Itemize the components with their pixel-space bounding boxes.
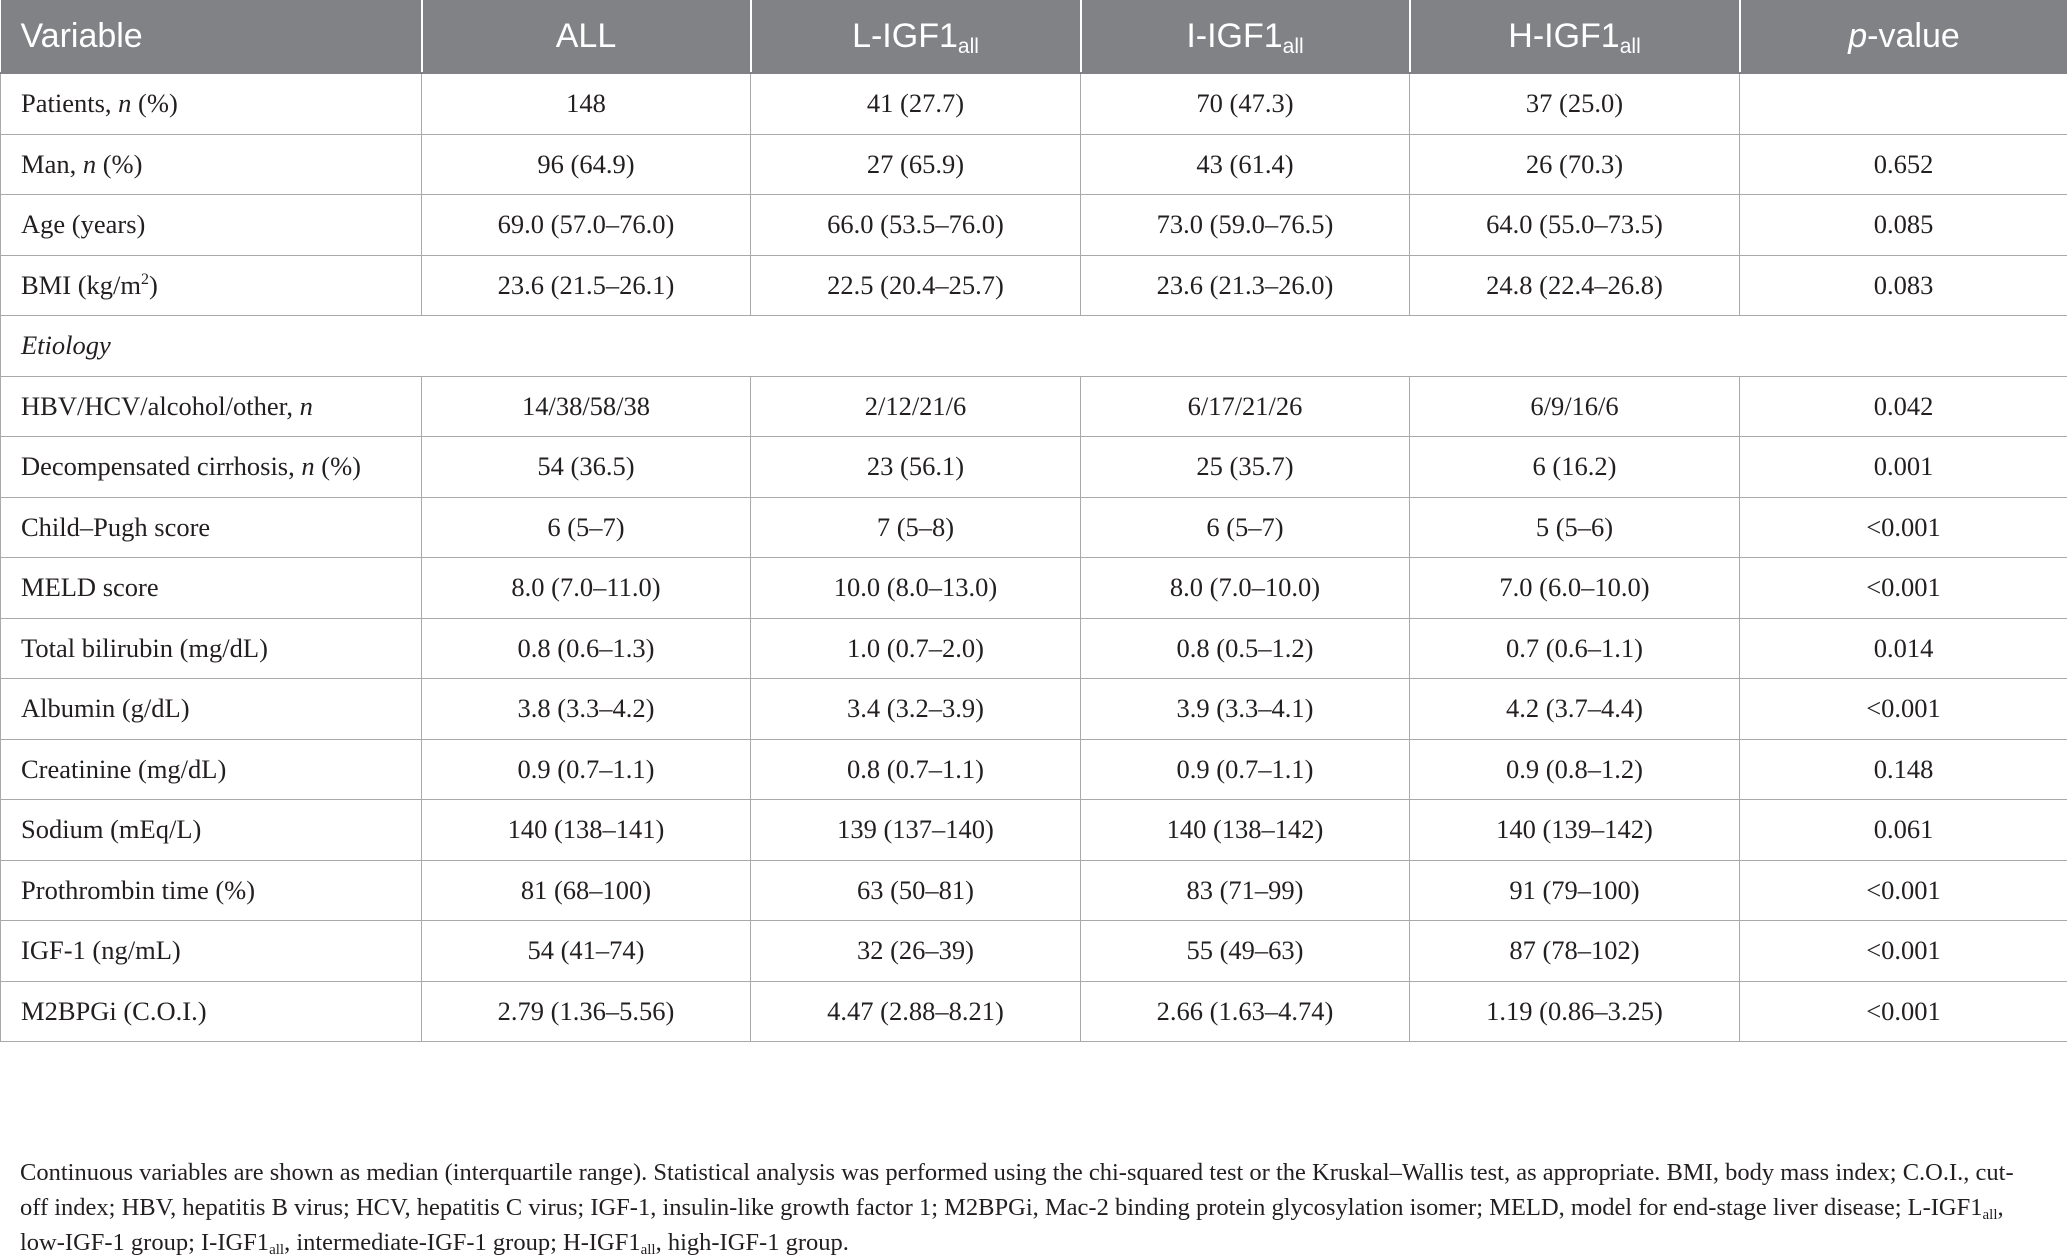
row-label: Creatinine (mg/dL) (1, 739, 422, 800)
table-cell: 8.0 (7.0–10.0) (1081, 558, 1410, 619)
table-cell: 54 (41–74) (422, 921, 751, 982)
table-cell: <0.001 (1740, 981, 2067, 1042)
table-cell: 1.0 (0.7–2.0) (751, 618, 1081, 679)
table-cell: 2/12/21/6 (751, 376, 1081, 437)
table-cell: 0.085 (1740, 195, 2067, 256)
table-cell: 0.8 (0.5–1.2) (1081, 618, 1410, 679)
table-cell: 140 (139–142) (1410, 800, 1740, 861)
table-row (1, 800, 2067, 861)
table-cell: 6 (16.2) (1410, 437, 1740, 498)
table-cell: <0.001 (1740, 860, 2067, 921)
row-label: Age (years) (1, 195, 422, 256)
table-cell: 0.9 (0.7–1.1) (422, 739, 751, 800)
table-cell: 0.652 (1740, 134, 2067, 195)
table-row (1, 860, 2067, 921)
table-row (1, 316, 2067, 377)
table-cell: 22.5 (20.4–25.7) (751, 255, 1081, 316)
table-cell: 7 (5–8) (751, 497, 1081, 558)
table-row (1, 981, 2067, 1042)
table-body (1, 73, 2067, 1042)
table-header-row (1, 0, 2067, 73)
table-cell: 96 (64.9) (422, 134, 751, 195)
table-cell: 4.2 (3.7–4.4) (1410, 679, 1740, 740)
row-label: Albumin (g/dL) (1, 679, 422, 740)
table-cell: 0.8 (0.7–1.1) (751, 739, 1081, 800)
row-label: Man, n (%) (1, 134, 422, 195)
table-cell: 6 (5–7) (1081, 497, 1410, 558)
table-cell: 148 (422, 73, 751, 134)
row-label: Patients, n (%) (1, 73, 422, 134)
table-cell: 69.0 (57.0–76.0) (422, 195, 751, 256)
table-cell: 70 (47.3) (1081, 73, 1410, 134)
table-cell: 0.061 (1740, 800, 2067, 861)
table-cell: 0.083 (1740, 255, 2067, 316)
table-cell: 6/17/21/26 (1081, 376, 1410, 437)
header-i-igf1: $I-IGF1_{all}$ (1081, 0, 1410, 73)
table-cell: 139 (137–140) (751, 800, 1081, 861)
table-footnote: Continuous variables are shown as median (interquartile range). Statistical analysis was performed using the chi-squared test or the Kruskal–Wallis test, as appropriate. BMI, body mass index; C.O.I., cut-off index; HBV, hepatitis B virus; HCV, hepatitis C virus; IGF-1, insulin-like growth factor 1; M2BPGi, Mac-2 binding protein glycosylation isomer; MELD, model for end-stage liver disease; $L-IGF1_{all}$, low-IGF-1 group; $I-IGF1_{all}$, intermediate-IGF-1 group; $H-IGF1_{all}$, high-IGF-1 group. (20, 1155, 2030, 1260)
row-label: Decompensated cirrhosis, n (%) (1, 437, 422, 498)
table-cell (1740, 73, 2067, 134)
table-cell: 1.19 (0.86–3.25) (1410, 981, 1740, 1042)
table-cell: 83 (71–99) (1081, 860, 1410, 921)
table-cell: <0.001 (1740, 921, 2067, 982)
table-row (1, 679, 2067, 740)
table-cell: 0.001 (1740, 437, 2067, 498)
table-row (1, 558, 2067, 619)
table-cell: 3.9 (3.3–4.1) (1081, 679, 1410, 740)
table-cell: <0.001 (1740, 679, 2067, 740)
table-cell: 63 (50–81) (751, 860, 1081, 921)
row-label: Prothrombin time (%) (1, 860, 422, 921)
row-label: Child–Pugh score (1, 497, 422, 558)
row-label: M2BPGi (C.O.I.) (1, 981, 422, 1042)
header-variable: Variable (1, 0, 422, 73)
row-label: HBV/HCV/alcohol/other, n (1, 376, 422, 437)
table-cell: 140 (138–141) (422, 800, 751, 861)
table-row (1, 255, 2067, 316)
table-cell: 43 (61.4) (1081, 134, 1410, 195)
table-cell: 0.9 (0.8–1.2) (1410, 739, 1740, 800)
table-cell: 0.9 (0.7–1.1) (1081, 739, 1410, 800)
table-cell: <0.001 (1740, 558, 2067, 619)
table-cell: 32 (26–39) (751, 921, 1081, 982)
table-cell: 91 (79–100) (1410, 860, 1740, 921)
table-cell: 0.7 (0.6–1.1) (1410, 618, 1740, 679)
table-cell: 6 (5–7) (422, 497, 751, 558)
row-label: MELD score (1, 558, 422, 619)
table-cell: 2.66 (1.63–4.74) (1081, 981, 1410, 1042)
table-cell: 23.6 (21.3–26.0) (1081, 255, 1410, 316)
table-cell: 8.0 (7.0–11.0) (422, 558, 751, 619)
table-cell: 6/9/16/6 (1410, 376, 1740, 437)
table-cell: 27 (65.9) (751, 134, 1081, 195)
table-cell: 73.0 (59.0–76.5) (1081, 195, 1410, 256)
table-cell: 3.4 (3.2–3.9) (751, 679, 1081, 740)
table-cell: 140 (138–142) (1081, 800, 1410, 861)
table-row (1, 195, 2067, 256)
header-all: ALL (422, 0, 751, 73)
table-cell: 54 (36.5) (422, 437, 751, 498)
table-cell: 25 (35.7) (1081, 437, 1410, 498)
table-cell: 3.8 (3.3–4.2) (422, 679, 751, 740)
table-row (1, 921, 2067, 982)
table-row (1, 739, 2067, 800)
table-row (1, 618, 2067, 679)
table-cell: 37 (25.0) (1410, 73, 1740, 134)
table-cell: 7.0 (6.0–10.0) (1410, 558, 1740, 619)
table-cell: 0.8 (0.6–1.3) (422, 618, 751, 679)
table-row (1, 73, 2067, 134)
table-cell: 5 (5–6) (1410, 497, 1740, 558)
row-label: Total bilirubin (mg/dL) (1, 618, 422, 679)
table-cell: 0.014 (1740, 618, 2067, 679)
section-label: Etiology (1, 316, 2067, 377)
table-row (1, 437, 2067, 498)
table-cell: 24.8 (22.4–26.8) (1410, 255, 1740, 316)
table-cell: 4.47 (2.88–8.21) (751, 981, 1081, 1042)
header-h-igf1: $H-IGF1_{all}$ (1410, 0, 1740, 73)
table-row (1, 376, 2067, 437)
header-l-igf1: $L-IGF1_{all}$ (751, 0, 1081, 73)
table-cell: 55 (49–63) (1081, 921, 1410, 982)
row-label: IGF-1 (ng/mL) (1, 921, 422, 982)
table-cell: 64.0 (55.0–73.5) (1410, 195, 1740, 256)
table-cell: 41 (27.7) (751, 73, 1081, 134)
table-row (1, 134, 2067, 195)
header-p-value: p-value (1740, 0, 2067, 73)
table-cell: 0.042 (1740, 376, 2067, 437)
table-cell: 66.0 (53.5–76.0) (751, 195, 1081, 256)
table-cell: 23 (56.1) (751, 437, 1081, 498)
table-cell: 10.0 (8.0–13.0) (751, 558, 1081, 619)
table-cell: 0.148 (1740, 739, 2067, 800)
row-label: Sodium (mEq/L) (1, 800, 422, 861)
table-cell: 87 (78–102) (1410, 921, 1740, 982)
row-label: BMI $(kg/m^2)$ (1, 255, 422, 316)
table-cell: <0.001 (1740, 497, 2067, 558)
table-row (1, 497, 2067, 558)
table-cell: 23.6 (21.5–26.1) (422, 255, 751, 316)
table-cell: 2.79 (1.36–5.56) (422, 981, 751, 1042)
table-cell: 81 (68–100) (422, 860, 751, 921)
table-cell: 14/38/58/38 (422, 376, 751, 437)
table-cell: 26 (70.3) (1410, 134, 1740, 195)
